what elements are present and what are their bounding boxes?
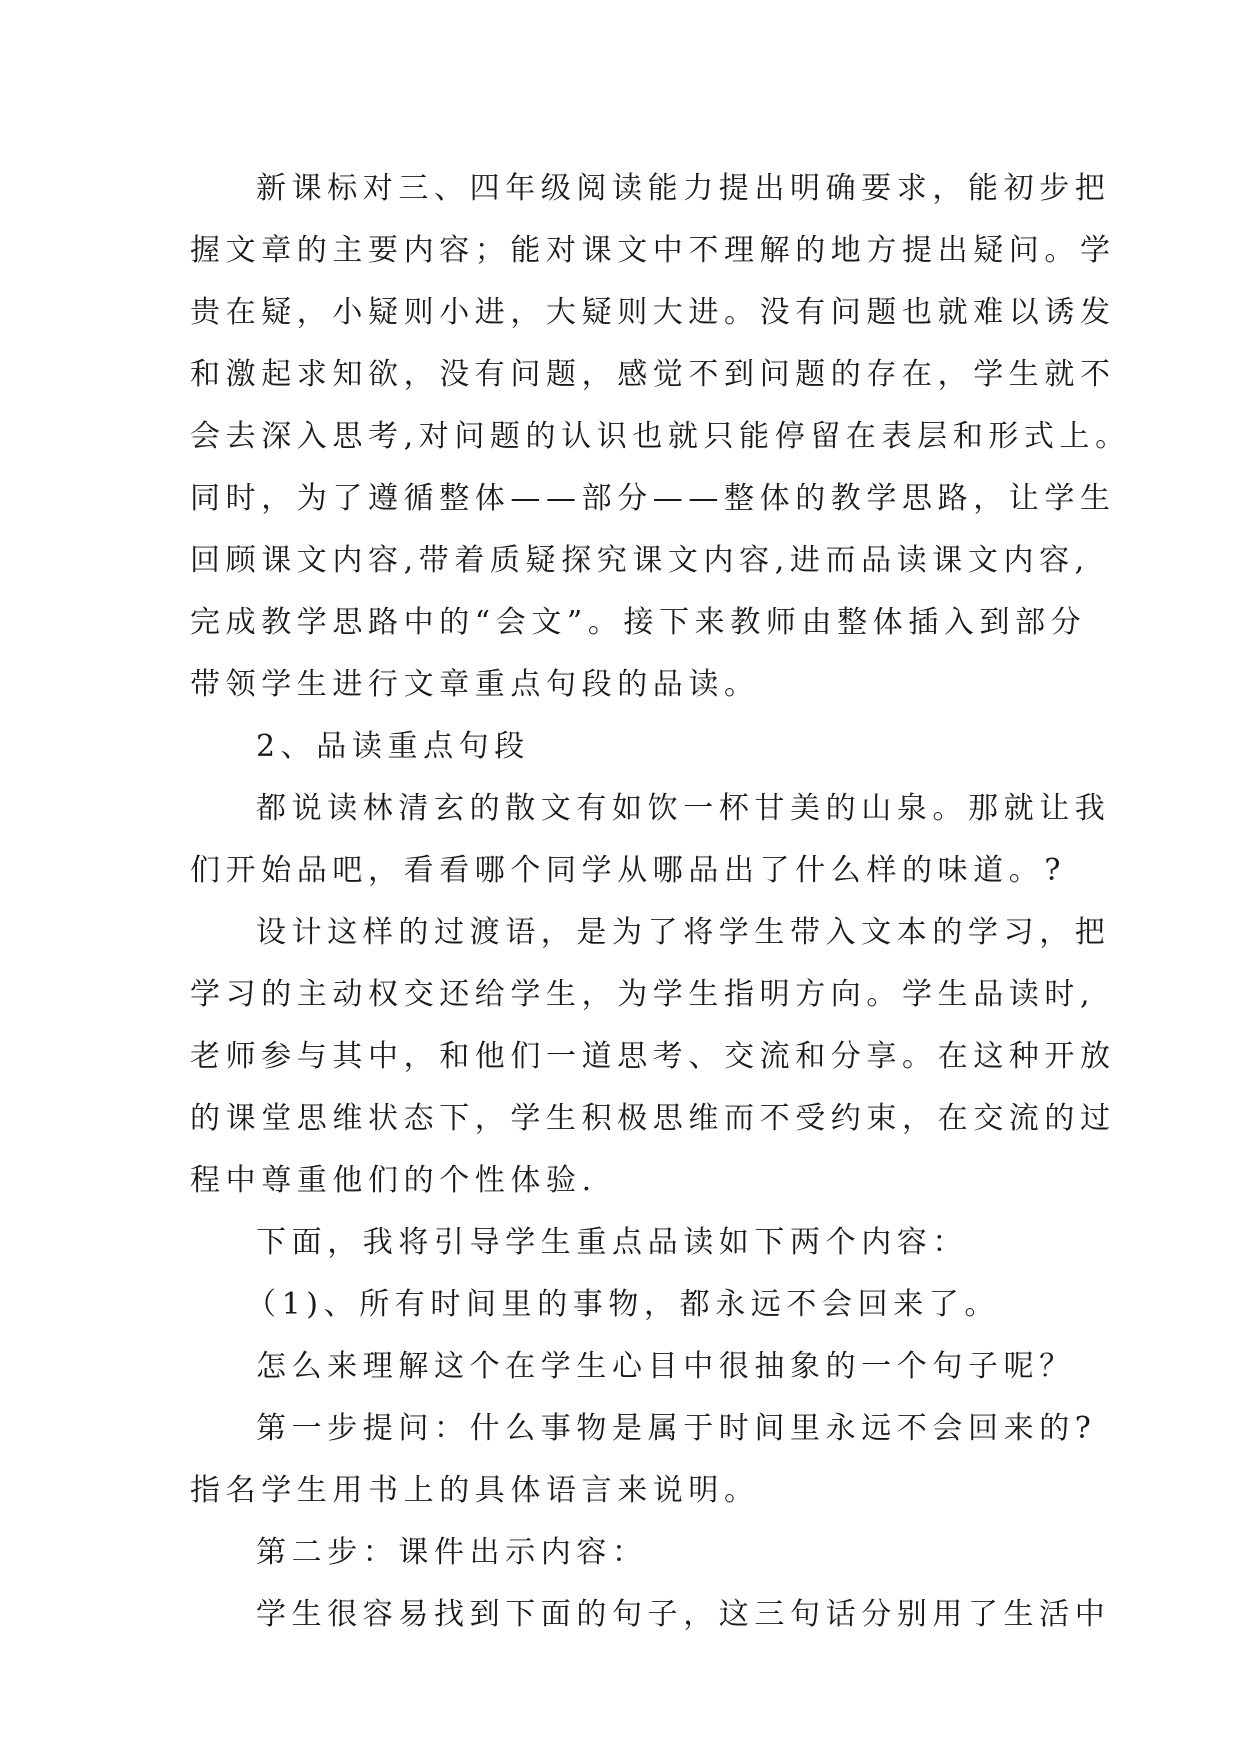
paragraph-line: 老师参与其中，和他们一道思考、交流和分享。在这种开放 bbox=[190, 1039, 1116, 1074]
paragraph-line: 带领学生进行文章重点句段的品读。 bbox=[190, 667, 760, 702]
paragraph-line: 下面，我将引导学生重点品读如下两个内容： bbox=[256, 1225, 968, 1260]
section-heading: 2、品读重点句段 bbox=[256, 729, 530, 764]
paragraph-line: 贵在疑，小疑则小进，大疑则大进。没有问题也就难以诱发 bbox=[190, 295, 1116, 330]
paragraph-line: 们开始品吧，看看哪个同学从哪品出了什么样的味道。? bbox=[190, 853, 1067, 888]
paragraph-line: 学习的主动权交还给学生，为学生指明方向。学生品读时, bbox=[190, 977, 1096, 1012]
paragraph-line: 指名学生用书上的具体语言来说明。 bbox=[190, 1473, 760, 1508]
paragraph-line: 第一步提问：什么事物是属于时间里永远不会回来的? bbox=[256, 1411, 1097, 1446]
paragraph-line: 都说读林清玄的散文有如饮一杯甘美的山泉。那就让我 bbox=[256, 791, 1111, 826]
paragraph-line: 会去深入思考,对问题的认识也就只能停留在表层和形式上。 bbox=[190, 419, 1131, 454]
paragraph-line: 怎么来理解这个在学生心目中很抽象的一个句子呢？ bbox=[256, 1349, 1075, 1384]
paragraph-line: 学生很容易找到下面的句子，这三句话分别用了生活中 bbox=[256, 1597, 1111, 1632]
paragraph-line: 的课堂思维状态下，学生积极思维而不受约束，在交流的过 bbox=[190, 1101, 1116, 1136]
paragraph-line: 握文章的主要内容；能对课文中不理解的地方提出疑问。学 bbox=[190, 233, 1116, 268]
paragraph-line: 完成教学思路中的“会文”。接下来教师由整体插入到部分 bbox=[190, 605, 1087, 640]
paragraph-line: 回顾课文内容,带着质疑探究课文内容,进而品读课文内容, bbox=[190, 543, 1090, 578]
paragraph-line: 程中尊重他们的个性体验. bbox=[190, 1163, 597, 1198]
paragraph-line: 设计这样的过渡语，是为了将学生带入文本的学习，把 bbox=[256, 915, 1111, 950]
paragraph-line: 同时，为了遵循整体——部分——整体的教学思路，让学生 bbox=[190, 481, 1116, 516]
paragraph-line: 和激起求知欲，没有问题，感觉不到问题的存在，学生就不 bbox=[190, 357, 1116, 392]
paragraph-line: 新课标对三、四年级阅读能力提出明确要求，能初步把 bbox=[256, 171, 1111, 206]
document-body bbox=[190, 158, 1131, 1646]
list-item: （1)、所有时间里的事物，都永远不会回来了。 bbox=[246, 1287, 1000, 1322]
paragraph-line: 第二步：课件出示内容： bbox=[256, 1535, 648, 1570]
